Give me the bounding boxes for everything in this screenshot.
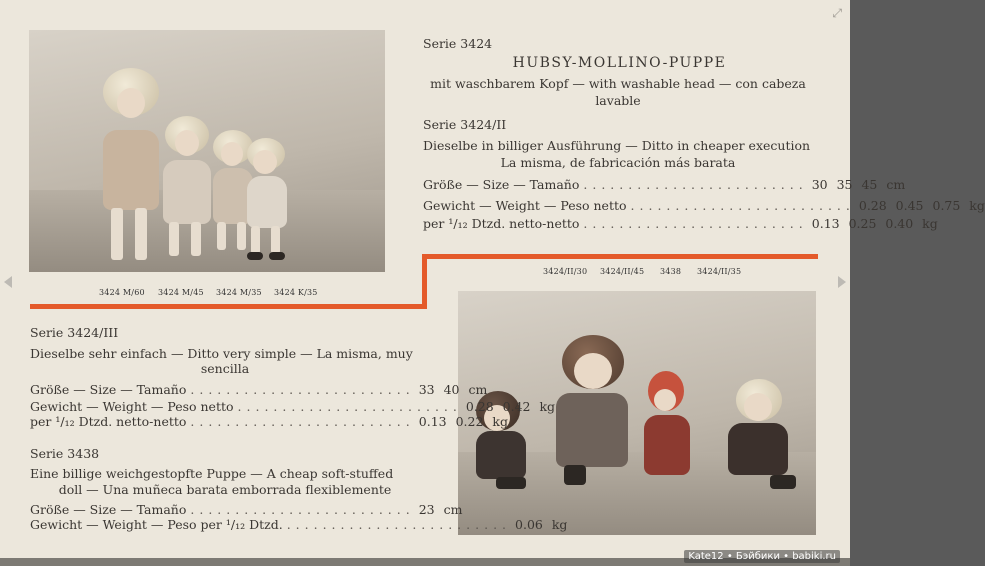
spec-row-price: per ¹/₁₂ Dtzd. netto-netto ......................... 0.13 0.22 kg — [30, 414, 508, 429]
description-line: mit waschbarem Kopf — with washable head — con cabeza — [430, 76, 806, 91]
doll-figure — [720, 379, 800, 509]
photo-caption: 3438 — [660, 267, 682, 276]
description-line: doll — Una muñeca barata emborrada flexiblemente — [58, 482, 392, 497]
product-title: HUBSY-MOLLINO-PUPPE — [512, 55, 727, 71]
orange-divider — [30, 304, 426, 309]
description-line: Dieselbe sehr einfach — Ditto very simple — La misma, muy — [30, 346, 413, 361]
serie-heading: Serie 3424/II — [423, 117, 507, 132]
expand-icon[interactable]: ⤢ — [832, 6, 842, 20]
doll-figure — [638, 371, 698, 501]
spec-row-weight: Gewicht — Weight — Peso netto ......................... 0.28 0.45 0.75 kg — [423, 198, 985, 213]
spec-row-size: Größe — Size — Tamaño ......................... 23 cm — [30, 502, 463, 517]
serie-heading: Serie 3424 — [423, 36, 493, 51]
photo-caption: 3424 K/35 — [274, 288, 318, 297]
serie-heading: Serie 3424/III — [30, 325, 119, 340]
chevron-right-icon[interactable] — [838, 276, 846, 288]
spec-row-weight: Gewicht — Weight — Peso per ¹/₁₂ Dtzd. ......................... 0.06 kg — [30, 517, 568, 532]
watermark: Kate12 • Бэйбики • babiki.ru — [684, 550, 840, 563]
spec-row-size: Größe — Size — Tamaño ......................... 33 40 cm — [30, 382, 488, 397]
description-line: Eine billige weichgestopfte Puppe — A cheap soft-stuffed — [30, 466, 394, 481]
description-line: lavable — [595, 93, 641, 108]
photo-caption: 3424 M/45 — [158, 288, 204, 297]
photo-caption: 3424 M/60 — [99, 288, 145, 297]
photo-caption: 3424 M/35 — [216, 288, 262, 297]
spec-row-price: per ¹/₁₂ Dtzd. netto-netto ......................... 0.13 0.25 0.40 kg — [423, 216, 938, 231]
spec-row-size: Größe — Size — Tamaño ......................... 30 35 45 cm — [423, 177, 906, 192]
chevron-left-icon[interactable] — [4, 276, 12, 288]
doll-figure — [241, 136, 293, 266]
description-line: La misma, de fabricación más barata — [500, 155, 736, 170]
orange-divider — [422, 254, 818, 259]
photo-caption: 3424/II/35 — [697, 267, 742, 276]
description-line: sencilla — [200, 361, 250, 376]
doll-figure — [548, 335, 638, 495]
photo-caption: 3424/II/30 — [543, 267, 588, 276]
serie-heading: Serie 3438 — [30, 446, 100, 461]
spec-row-weight: Gewicht — Weight — Peso netto ......................... 0.28 0.42 kg — [30, 399, 556, 414]
photo-dolls-row — [29, 30, 385, 272]
description-line: Dieselbe in billiger Ausführung — Ditto in cheaper execution — [423, 138, 811, 153]
orange-divider — [422, 254, 427, 309]
photo-caption: 3424/II/45 — [600, 267, 645, 276]
